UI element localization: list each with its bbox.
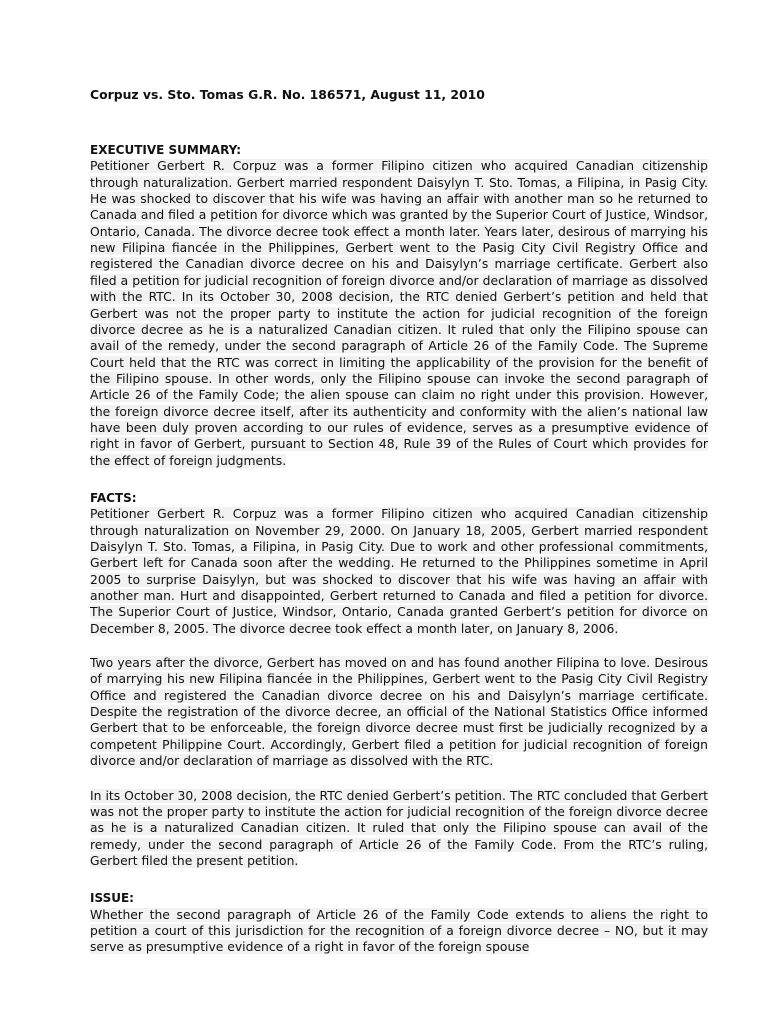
executive-summary-paragraph (90, 158, 708, 469)
document-title: Corpuz vs. Sto. Tomas G.R. No. 186571, August 11, 2010 (90, 87, 485, 102)
facts-paragraph-3 (90, 788, 708, 870)
document-page (90, 86, 708, 973)
executive-summary-section (90, 142, 708, 469)
issue-heading: ISSUE: (90, 891, 134, 906)
facts-heading: FACTS: (90, 490, 137, 505)
issue-paragraph (90, 907, 708, 956)
facts-paragraph-1 (90, 506, 708, 637)
facts-text-1: Petitioner Gerbert R. Corpuz was a former Filipino citizen who acquired Canadian citizenship through naturalization on November 29, 2000. On January 18, 2005, Gerbert married respondent Daisylyn T. Sto. Tomas, a Filipina, in Pasig City. Due to work and other professional commitments, Gerbert left for Canada soon after the wedding. He returned to the Philippines sometime in April 2005 to surprise Daisylyn, but was shocked to discover that his wife was having an affair with another man. Hurt and disappointed, Gerbert returned to Canada and filed a petition for divorce. The Superior Court of Justice, Windsor, Ontario, Canada granted Gerbert’s petition for divorce on December 8, 2005. The divorce decree took effect a month later, on January 8, 2006. (90, 507, 708, 636)
executive-summary-heading: EXECUTIVE SUMMARY: (90, 143, 242, 157)
issue-text: Whether the second paragraph of Article 26 of the Family Code extends to aliens the right to petition a court of this jurisdiction for the recognition of a foreign divorce decree – NO, but it may serve as presumptive evidence of a right in favor of the foreign spouse (90, 907, 708, 955)
facts-section (90, 490, 708, 869)
issue-section (90, 890, 708, 955)
executive-summary-text: Petitioner Gerbert R. Corpuz was a former Filipino citizen who acquired Canadian citizenship through naturalization. Gerbert married respondent Daisylyn T. Sto. Tomas, a Filipina, in Pasig City. He was shocked to discover that his wife was having an affair with another man so he returned to Canada and filed a petition for divorce which was granted by the Superior Court of Justice, Windsor, Ontario, Canada. The divorce decree took effect a month later. Years later, desirous of marrying his new Filipina fiancée in the Philippines, Gerbert went to the Pasig City Civil Registry Office and registered the Canadian divorce decree on his and Daisylyn’s marriage certificate. Gerbert also filed a petition for judicial recognition of foreign divorce and/or declaration of marriage as dissolved with the RTC. In its October 30, 2008 decision, the RTC denied Gerbert’s petition and held that Gerbert was not the proper party to institute the action for judicial recognition of the foreign divorce decree as he is a naturalized Canadian citizen. It ruled that only the Filipino spouse can avail of the remedy, under the second paragraph of Article 26 of the Family Code. The Supreme Court held that the RTC was correct in limiting the applicability of the provision for the benefit of the Filipino spouse. In other words, only the Filipino spouse can invoke the second paragraph of Article 26 of the Family Code; the alien spouse can claim no right under this provision. However, the foreign divorce decree itself, after its authenticity and conformity with the alien’s national law have been duly proven according to our rules of evidence, serves as a presumptive evidence of right in favor of Gerbert, pursuant to Section 48, Rule 39 of the Rules of Court which provides for the effect of foreign judgments. (90, 159, 708, 468)
facts-paragraph-2 (90, 655, 708, 769)
facts-text-3: In its October 30, 2008 decision, the RTC denied Gerbert’s petition. The RTC concluded that Gerbert was not the proper party to institute the action for judicial recognition of the foreign divorce decree as he is a naturalized Canadian citizen. It ruled that only the Filipino spouse can avail of the remedy, under the second paragraph of Article 26 of the Family Code. From the RTC’s ruling, Gerbert filed the present petition. (90, 788, 708, 868)
facts-text-2: Two years after the divorce, Gerbert has moved on and has found another Filipina to love. Desirous of marrying his new Filipina fiancée in the Philippines, Gerbert went to the Pasig City Civil Registry Office and registered the Canadian divorce decree on his and Daisylyn’s marriage certificate. Despite the registration of the divorce decree, an official of the National Statistics Office informed Gerbert that to be enforceable, the foreign divorce decree must first be judicially recognized by a competent Philippine Court. Accordingly, Gerbert filed a petition for judicial recognition of foreign divorce and/or declaration of marriage as dissolved with the RTC. (90, 656, 708, 769)
